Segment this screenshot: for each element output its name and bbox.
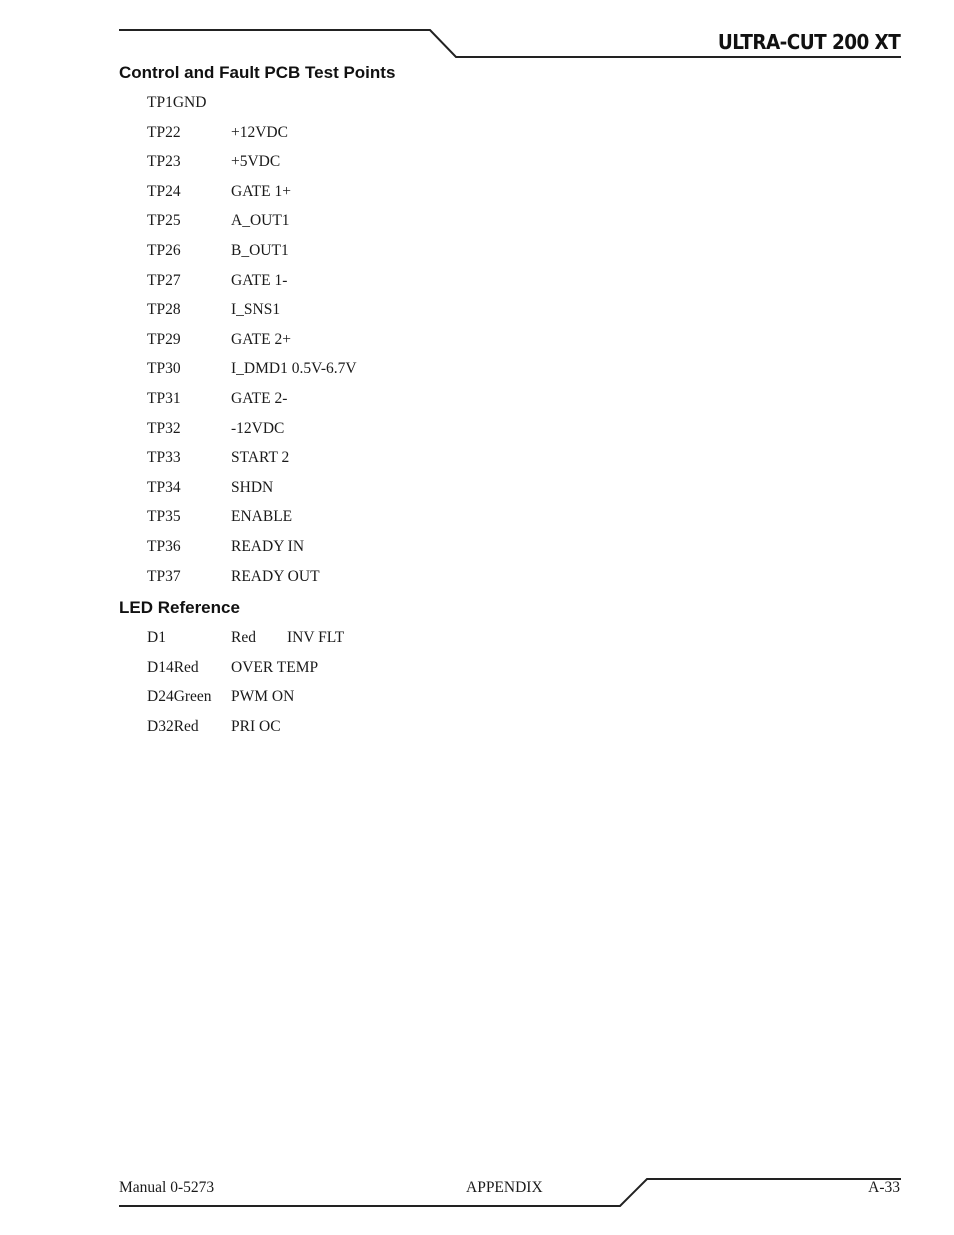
tp-id: TP22 (147, 123, 181, 141)
tp-signal: GATE 2- (231, 389, 288, 407)
tp-id: TP26 (147, 241, 181, 259)
test-points-heading: Control and Fault PCB Test Points (119, 63, 396, 82)
tp-id: TP32 (147, 419, 181, 437)
tp-id: TP29 (147, 330, 181, 348)
page-number: A-33 (868, 1179, 900, 1196)
tp-signal: I_DMD1 0.5V-6.7V (231, 360, 357, 378)
tp-signal: READY IN (231, 537, 305, 555)
tp-id: TP31 (147, 389, 181, 407)
tp-signal: ENABLE (231, 508, 293, 526)
tp-id: TP1GND (147, 94, 207, 111)
tp-id: TP28 (147, 301, 181, 319)
section-name: APPENDIX (466, 1179, 543, 1196)
tp-id: TP34 (147, 478, 181, 496)
led-id: D24Green (147, 688, 212, 706)
manual-number: Manual 0-5273 (119, 1179, 215, 1196)
led-function: PRI OC (231, 717, 281, 735)
tp-signal: I_SNS1 (231, 301, 281, 319)
product-title: ULTRA-CUT 200 XT (717, 30, 900, 54)
led-function: OVER TEMP (231, 658, 319, 676)
tp-signal: GATE 2+ (231, 330, 291, 348)
tp-signal: GATE 1- (231, 271, 288, 289)
tp-signal: -12VDC (231, 419, 285, 437)
tp-signal: A_OUT1 (231, 212, 290, 230)
tp-id: TP33 (147, 449, 181, 467)
tp-id: TP36 (147, 537, 181, 555)
led-id: D14Red (147, 658, 199, 676)
tp-signal: B_OUT1 (231, 241, 289, 259)
tp-signal: +5VDC (231, 153, 281, 171)
led-color: Red (231, 629, 256, 646)
tp-id: TP27 (147, 271, 181, 289)
led-function: INV FLT (287, 629, 345, 646)
tp-signal: READY OUT (231, 567, 320, 585)
led-id: D1 (147, 629, 166, 646)
tp-id: TP25 (147, 212, 181, 230)
tp-id: TP37 (147, 567, 181, 585)
led-reference-heading: LED Reference (119, 598, 240, 617)
led-id: D32Red (147, 717, 199, 735)
tp-id: TP24 (147, 182, 181, 200)
tp-signal: START 2 (231, 449, 290, 467)
tp-id: TP30 (147, 360, 181, 378)
tp-signal: GATE 1+ (231, 182, 291, 200)
tp-id: TP23 (147, 153, 181, 171)
tp-signal: SHDN (231, 478, 274, 496)
tp-id: TP35 (147, 508, 181, 526)
tp-signal: +12VDC (231, 123, 288, 141)
led-function: PWM ON (231, 688, 295, 706)
